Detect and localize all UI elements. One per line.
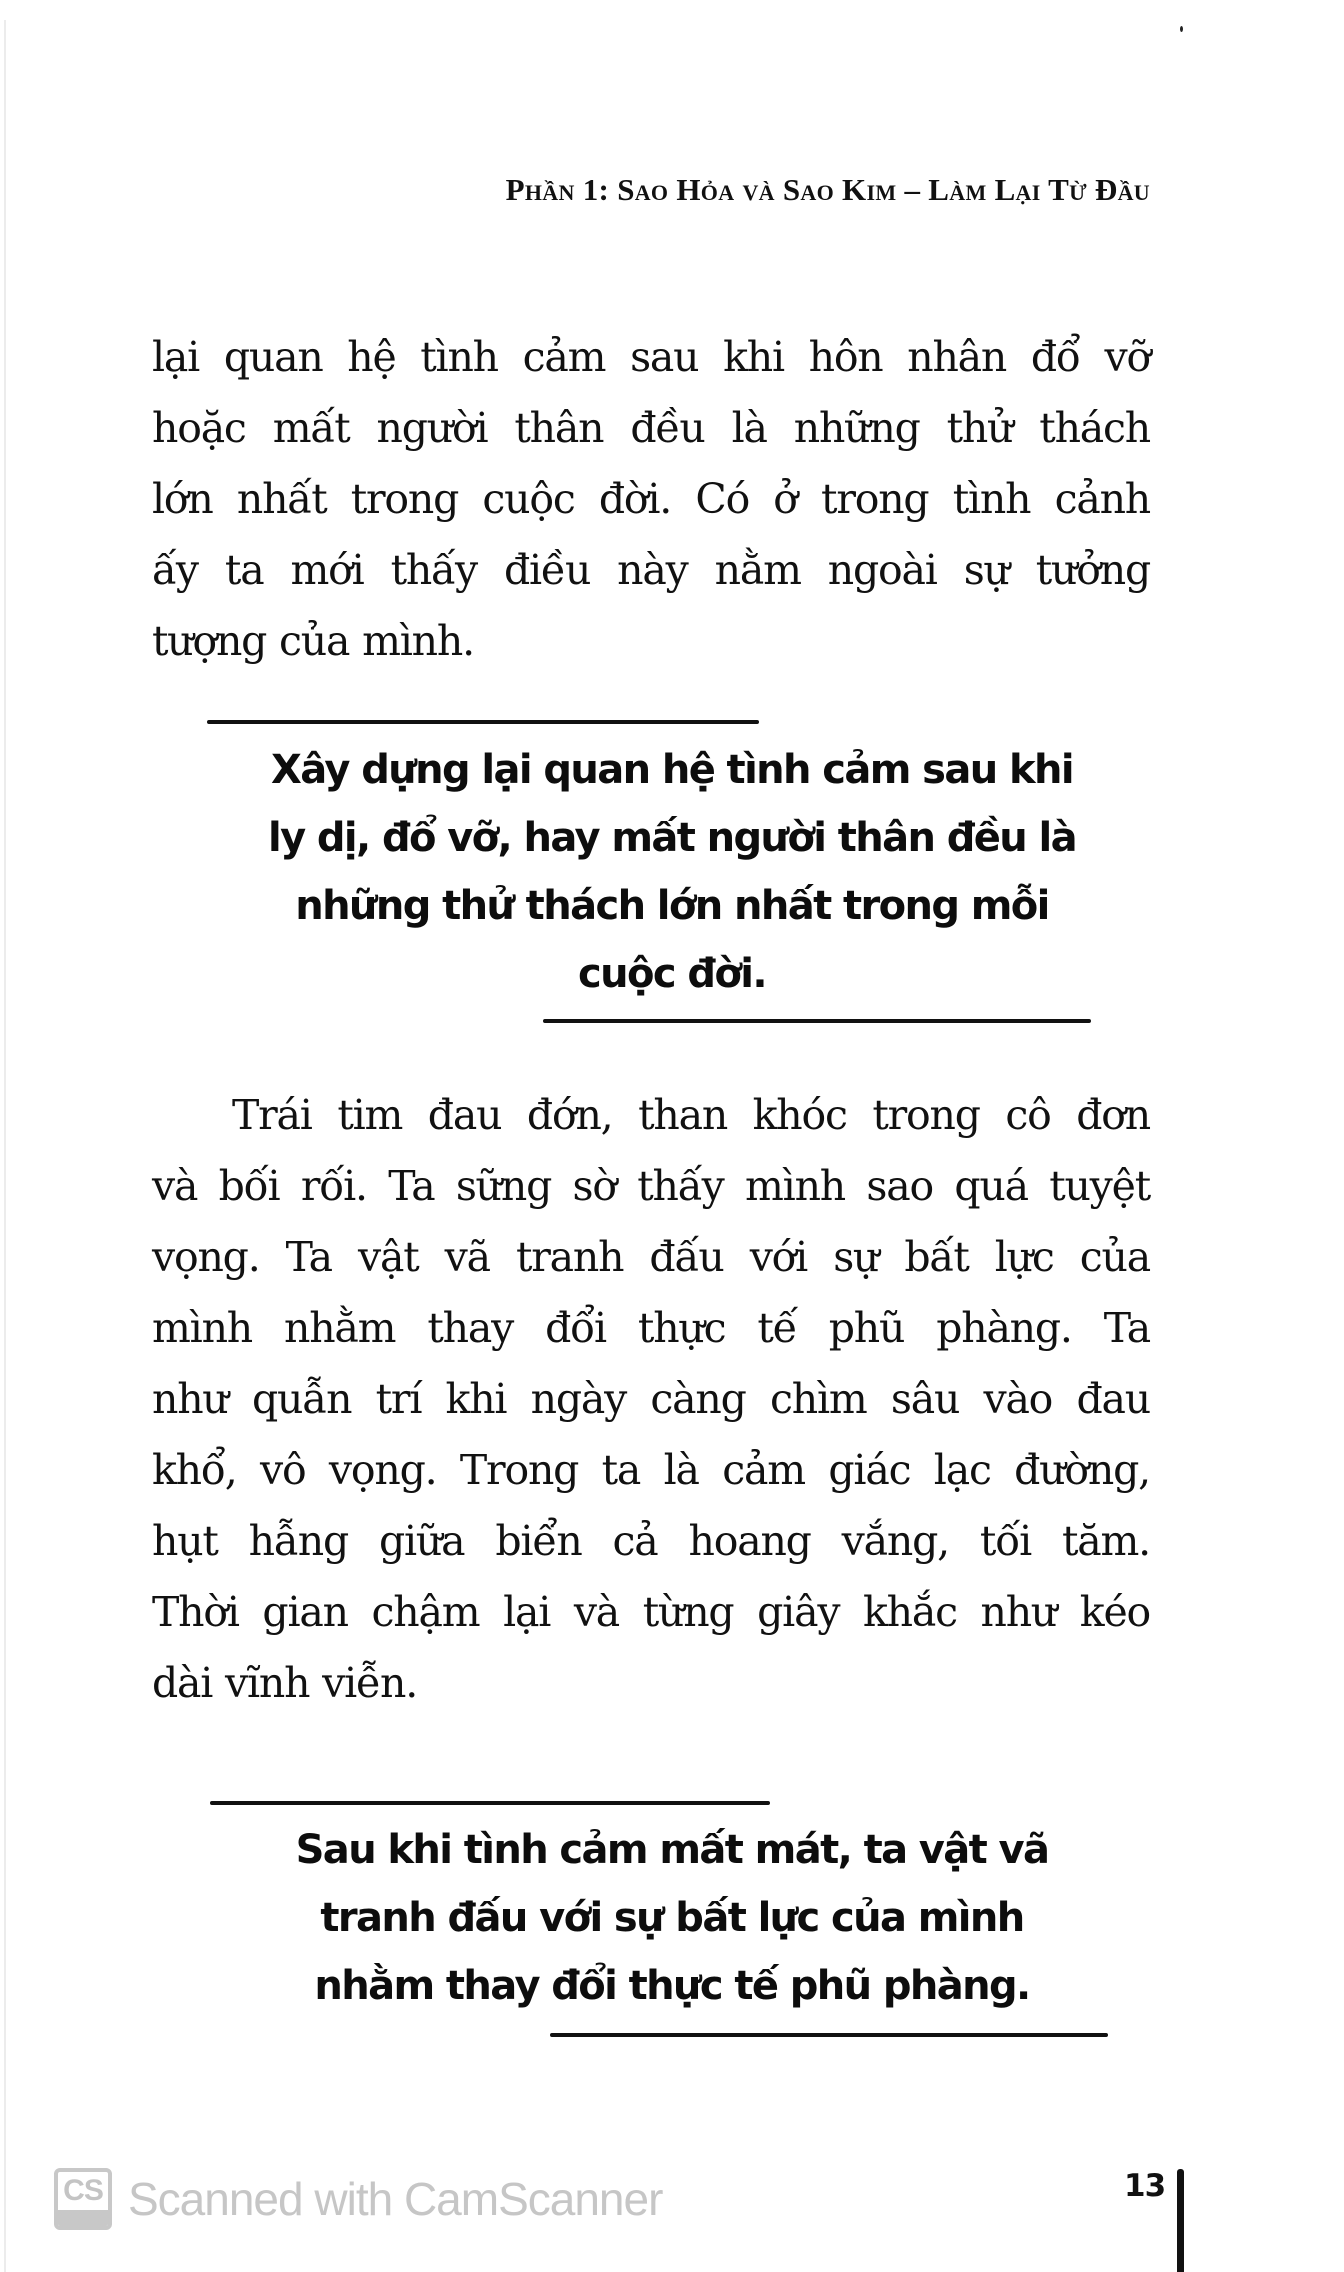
pull-quote-2-bottom-rule: [550, 2033, 1108, 2037]
scan-page-edge: [4, 20, 6, 2272]
pull-quote-2-top-rule: [210, 1801, 770, 1805]
quote-line: cuộc đời.: [578, 951, 766, 997]
pull-quote-1-top-rule: [207, 720, 759, 724]
watermark-text: Scanned with CamScanner: [128, 2173, 663, 2225]
scan-speck: [1180, 26, 1183, 32]
text-line: lớn nhất trong cuộc đời. Có ở trong tình cảnh: [152, 475, 1150, 523]
quote-line: nhằm thay đổi thực tế phũ phàng.: [314, 1963, 1030, 2009]
text-line: Trái tim đau đớn, than khóc trong cô đơn: [232, 1091, 1150, 1139]
body-paragraph-1: [152, 322, 1150, 677]
camscanner-watermark: [54, 2167, 662, 2231]
text-line: và bối rối. Ta sững sờ thấy mình sao quá tuyệt: [152, 1162, 1150, 1210]
text-line: như quẫn trí khi ngày càng chìm sâu vào đau: [152, 1375, 1150, 1423]
pull-quote-1: [160, 736, 1184, 1008]
text-line: khổ, vô vọng. Trong ta là cảm giác lạc đường,: [152, 1446, 1150, 1494]
text-line: dài vĩnh viễn.: [152, 1659, 418, 1707]
text-line: mình nhằm thay đổi thực tế phũ phàng. Ta: [152, 1304, 1150, 1352]
text-line: lại quan hệ tình cảm sau khi hôn nhân đổ vỡ: [152, 333, 1150, 381]
quote-line: Sau khi tình cảm mất mát, ta vật vã: [295, 1827, 1049, 1873]
running-header: Phần 1: Sao Hỏa và Sao Kim – Làm Lại Từ Đầu: [505, 172, 1150, 207]
page-number: 13: [1124, 2168, 1166, 2204]
camscanner-logo-icon: CS: [54, 2168, 112, 2230]
text-line: tượng của mình.: [152, 617, 474, 665]
pull-quote-1-bottom-rule: [543, 1019, 1091, 1023]
text-line: ấy ta mới thấy điều này nằm ngoài sự tưởng: [152, 546, 1150, 594]
text-line: Thời gian chậm lại và từng giây khắc như kéo: [152, 1588, 1150, 1636]
quote-line: ly dị, đổ vỡ, hay mất người thân đều là: [267, 815, 1076, 861]
text-line: hụt hẫng giữa biển cả hoang vắng, tối tăm.: [152, 1517, 1150, 1565]
quote-line: những thử thách lớn nhất trong mỗi: [295, 883, 1049, 929]
quote-line: tranh đấu với sự bất lực của mình: [320, 1895, 1024, 1941]
page-edge-bar: [1177, 2169, 1184, 2272]
text-line: hoặc mất người thân đều là những thử thách: [152, 404, 1150, 452]
pull-quote-2: [160, 1816, 1184, 2020]
quote-line: Xây dựng lại quan hệ tình cảm sau khi: [271, 747, 1073, 793]
body-paragraph-2: [152, 1080, 1150, 1719]
text-line: vọng. Ta vật vã tranh đấu với sự bất lực của: [152, 1233, 1150, 1281]
